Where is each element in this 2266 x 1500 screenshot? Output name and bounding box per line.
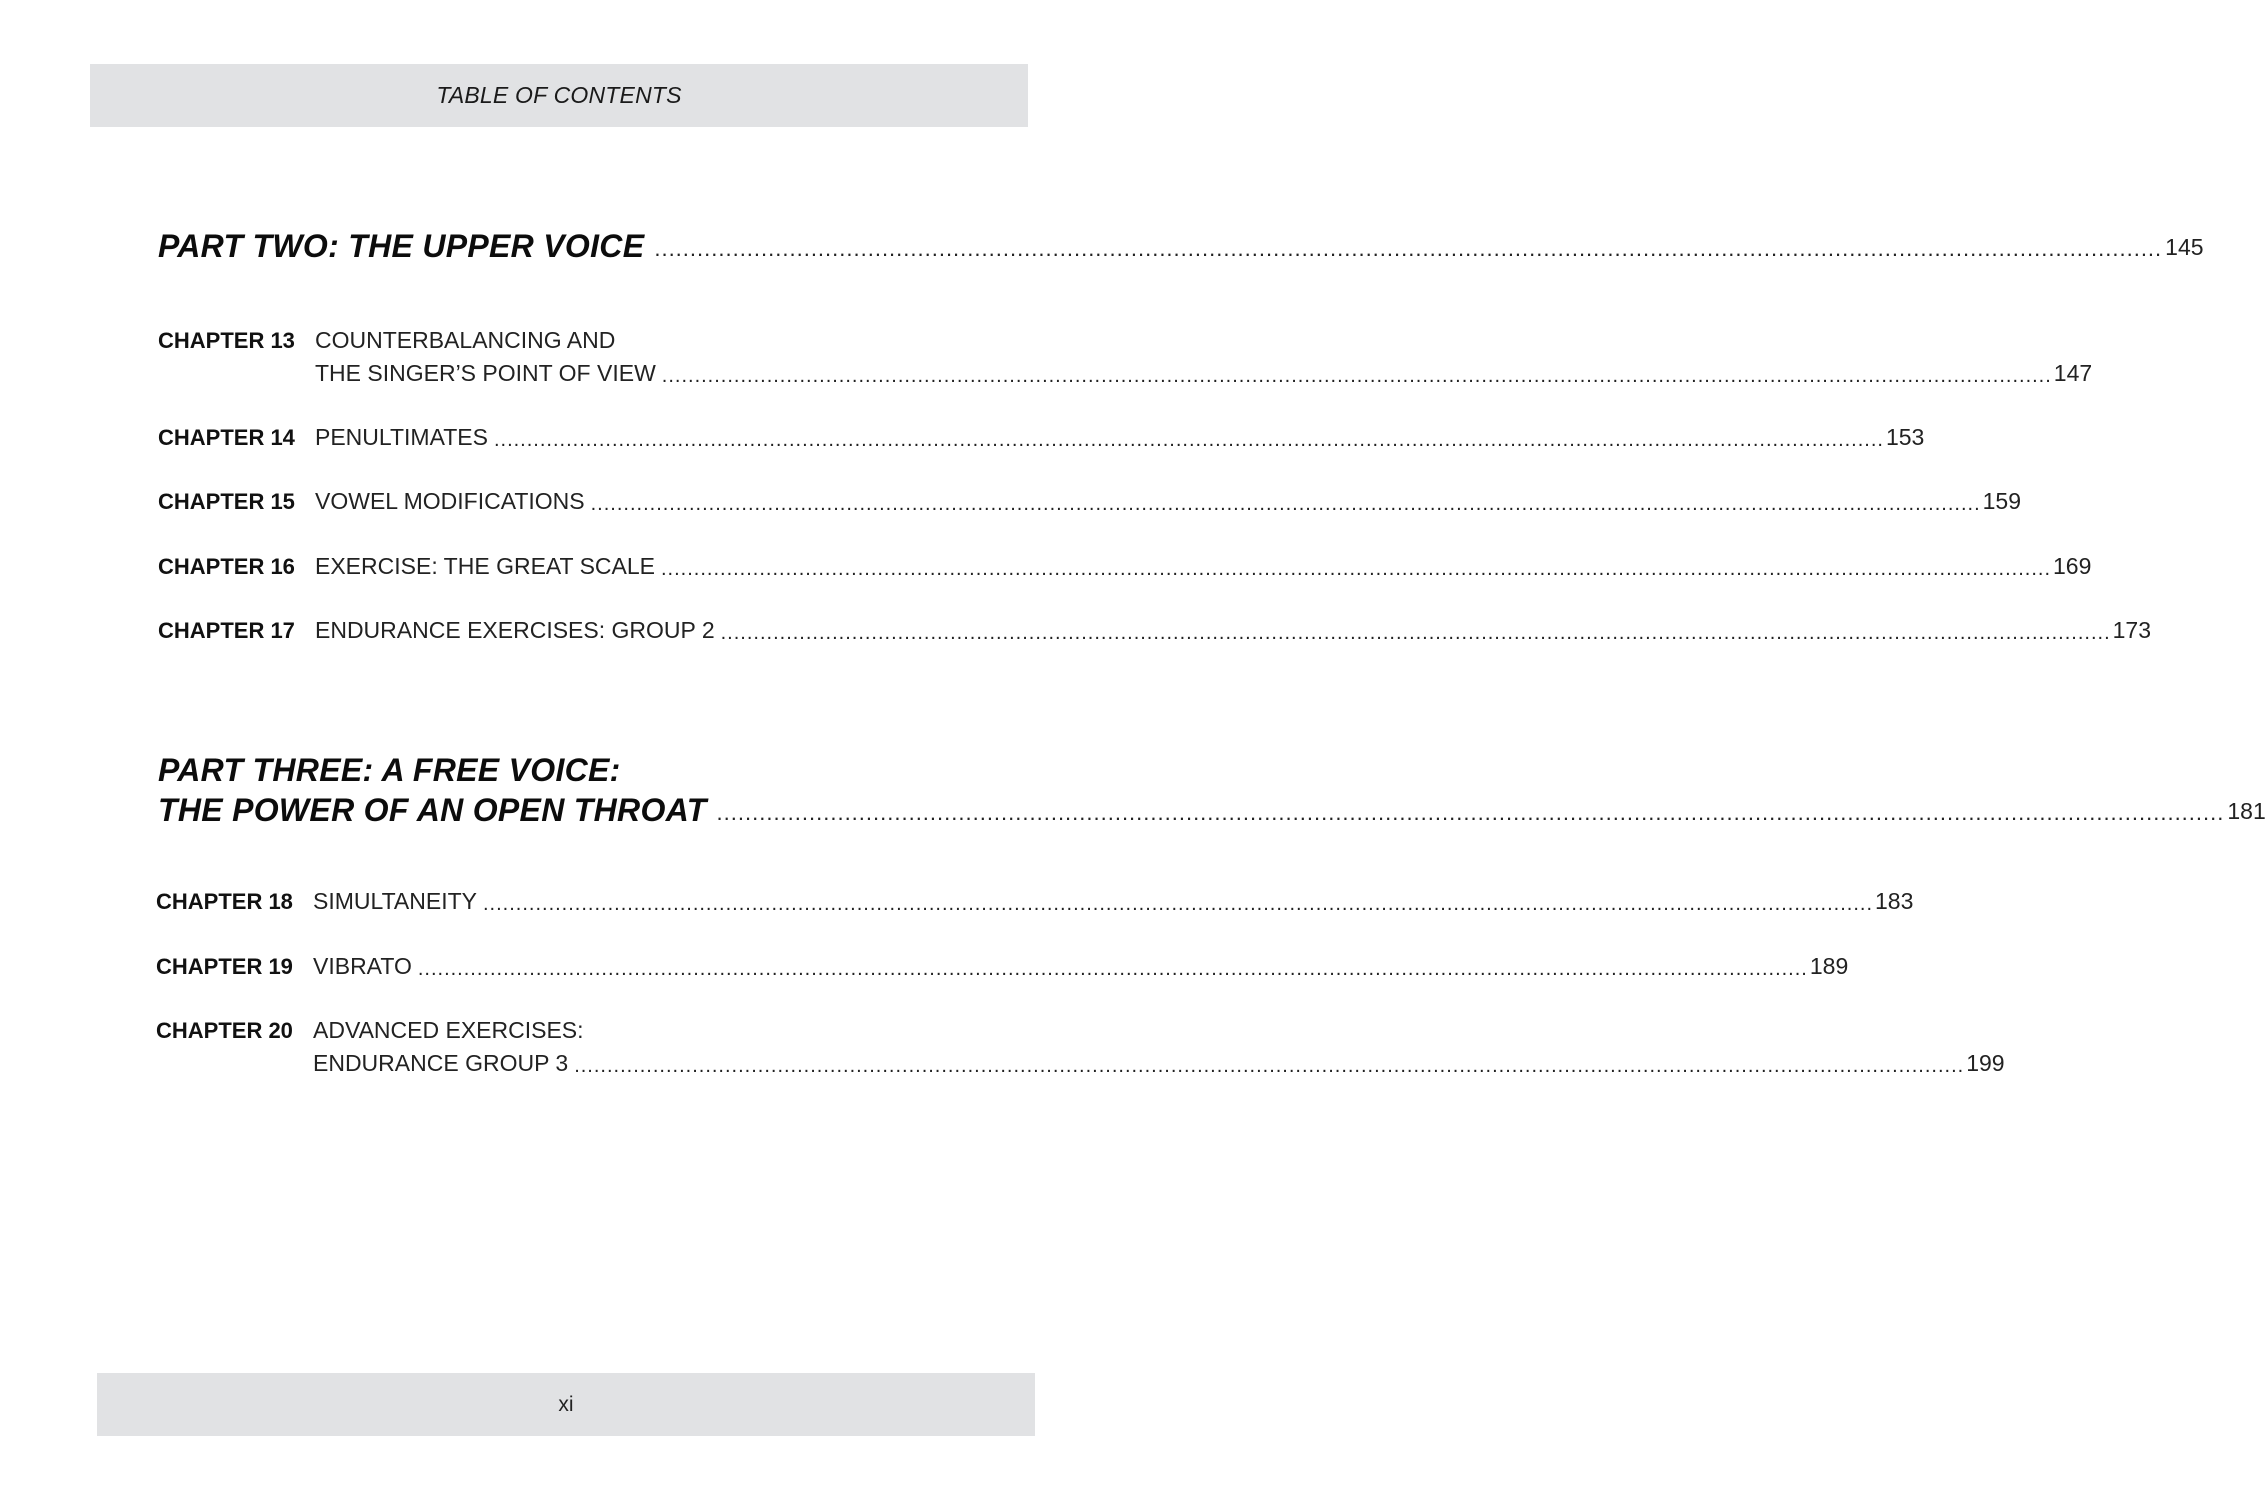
running-header-title: TABLE OF CONTENTS [436, 82, 682, 108]
chapter-title-line: COUNTERBALANCING AND [315, 327, 616, 353]
chapter-label: CHAPTER 15 [158, 489, 295, 514]
chapter-label: CHAPTER 20 [156, 1018, 293, 1043]
part-title-line: PART THREE: A FREE VOICE: [158, 752, 621, 788]
chapter-label: CHAPTER 16 [158, 554, 295, 579]
page-number: xi [558, 1392, 574, 1416]
chapter-label: CHAPTER 14 [158, 425, 295, 450]
chapter-title-line: ADVANCED EXERCISES: [313, 1017, 584, 1043]
chapter-page-number: 173 [2112, 617, 2152, 643]
chapter-title-line: EXERCISE: THE GREAT SCALE [315, 553, 655, 579]
running-header [90, 64, 1028, 127]
part-page-number: 181 [2227, 798, 2266, 824]
dot-leader [661, 559, 2051, 579]
toc-chapter-20[interactable] [156, 1014, 2005, 1080]
dot-leader [494, 430, 1884, 450]
part-title: PART TWO: THE UPPER VOICE [158, 228, 645, 264]
toc-chapter-14[interactable] [158, 421, 1925, 454]
toc-chapter-18[interactable] [156, 885, 1914, 918]
part-page-number: 145 [2165, 234, 2204, 260]
chapter-page-number: 147 [2053, 360, 2093, 386]
dot-leader [591, 494, 1981, 514]
dot-leader [717, 802, 2225, 824]
toc-chapter-13[interactable] [158, 324, 2093, 390]
dot-leader [483, 894, 1873, 914]
dot-leader [721, 623, 2111, 643]
chapter-page-number: 199 [1966, 1050, 2005, 1076]
chapter-label: CHAPTER 13 [158, 328, 295, 353]
chapter-title-line: ENDURANCE GROUP 3 [313, 1050, 569, 1076]
page-footer [97, 1373, 1035, 1436]
chapter-page-number: 159 [1982, 488, 2022, 514]
chapter-label: CHAPTER 18 [156, 889, 293, 914]
dot-leader [662, 366, 2052, 386]
chapter-label: CHAPTER 19 [156, 954, 293, 979]
chapter-page-number: 153 [1885, 424, 1925, 450]
chapter-label: CHAPTER 17 [158, 618, 295, 643]
chapter-title-line: SIMULTANEITY [313, 888, 477, 914]
toc-chapter-16[interactable] [158, 550, 2092, 583]
toc-chapter-15[interactable] [158, 485, 2022, 518]
toc-chapter-17[interactable] [158, 614, 2152, 647]
toc-part-three[interactable] [158, 750, 2266, 830]
dot-leader [418, 959, 1808, 979]
toc-part-two[interactable] [158, 226, 2204, 266]
part-title-line: THE POWER OF AN OPEN THROAT [158, 792, 707, 828]
chapter-page-number: 169 [2053, 553, 2092, 579]
chapter-title-line: PENULTIMATES [315, 424, 488, 450]
dot-leader [574, 1056, 1964, 1076]
chapter-page-number: 189 [1809, 953, 1849, 979]
chapter-title-line: VOWEL MODIFICATIONS [315, 488, 585, 514]
chapter-title-line: THE SINGER’S POINT OF VIEW [315, 360, 656, 386]
chapter-title-line: ENDURANCE EXERCISES: GROUP 2 [315, 617, 715, 643]
chapter-page-number: 183 [1875, 888, 1914, 914]
dot-leader [654, 238, 2162, 260]
toc-chapter-19[interactable] [156, 950, 1849, 983]
chapter-title-line: VIBRATO [313, 953, 412, 979]
